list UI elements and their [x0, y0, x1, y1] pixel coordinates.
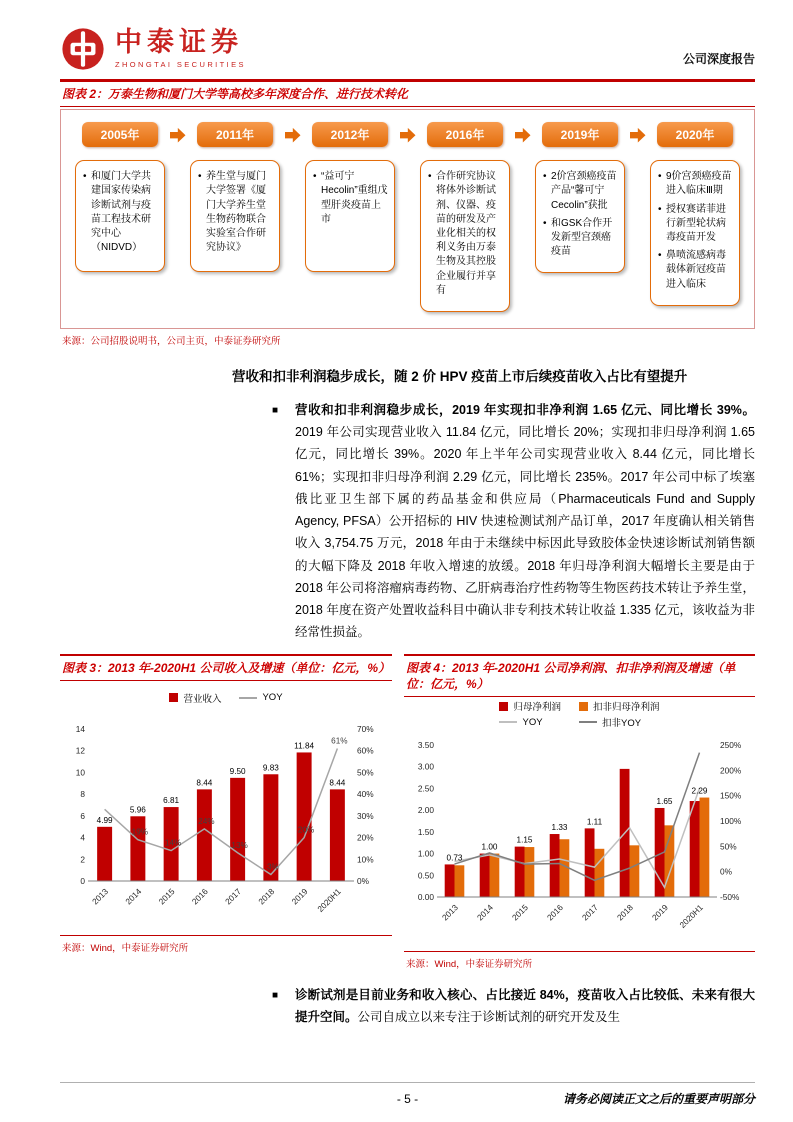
- legend-item: [169, 691, 221, 705]
- timeline-arrow-icon: [170, 127, 186, 143]
- paragraph2-body: 公司自成立以来专注于诊断试剂的研究开发及生: [357, 1010, 621, 1025]
- timeline-event-item: • “益可宁Hecolin”重组戊型肝炎疫苗上市: [313, 170, 389, 227]
- timeline-column: [186, 122, 285, 272]
- timeline-arrow-icon: [515, 127, 531, 143]
- svg-text:2018: 2018: [614, 902, 635, 923]
- svg-text:20%: 20%: [357, 832, 374, 843]
- figure-3: [60, 654, 392, 970]
- legend-label: YOY: [262, 692, 283, 704]
- figure-2: [60, 82, 755, 347]
- svg-text:2.00: 2.00: [417, 805, 434, 816]
- svg-text:0.50: 0.50: [417, 870, 434, 881]
- svg-text:0.00: 0.00: [417, 892, 434, 902]
- section-heading: 营收和扣非利润稳步成长，随 2 价 HPV 疫苗上市后续疫苗收入占比有望提升: [232, 368, 688, 384]
- figure3-title: 图表 3：2013 年-2020H1 公司收入及增速（单位：亿元，%）: [60, 654, 392, 681]
- svg-text:2014: 2014: [123, 886, 144, 907]
- bullet-paragraph-1: [272, 399, 755, 644]
- legend-label: 营业收入: [183, 693, 222, 705]
- timeline-year-badge: 2020年: [657, 122, 733, 147]
- svg-text:8.44: 8.44: [329, 778, 346, 788]
- figure4-title: 图表 4：2013 年-2020H1 公司净利润、扣非净利润及增速（单位：亿元，%）: [404, 654, 755, 697]
- legend-bar-swatch-icon: [169, 693, 178, 702]
- footer: [60, 1082, 755, 1106]
- svg-text:3%: 3%: [266, 862, 279, 872]
- figure3-source: 来源：Wind，中泰证券研究所: [60, 935, 392, 954]
- legend-label: 扣非YOY: [602, 718, 642, 729]
- svg-text:2.29: 2.29: [691, 786, 707, 796]
- timeline-column: [71, 122, 170, 272]
- timeline-column: [646, 122, 745, 306]
- legend-line-swatch-icon: [579, 721, 597, 723]
- svg-text:1.00: 1.00: [417, 848, 434, 859]
- bar-series-group: [444, 769, 709, 897]
- timeline-column: [416, 122, 515, 312]
- svg-text:10: 10: [75, 767, 85, 778]
- svg-text:0: 0: [80, 875, 85, 886]
- svg-text:30%: 30%: [357, 810, 374, 821]
- svg-text:200%: 200%: [719, 765, 741, 776]
- timeline-year-badge: 2005年: [82, 122, 158, 147]
- svg-text:0.73: 0.73: [446, 853, 462, 863]
- legend-item: [579, 699, 660, 713]
- timeline-year-badge: 2016年: [427, 122, 503, 147]
- axis-labels: [76, 724, 374, 914]
- timeline-event-box: [75, 160, 165, 272]
- chart-canvas: [64, 713, 388, 927]
- svg-text:6.81: 6.81: [163, 795, 180, 805]
- svg-text:5.96: 5.96: [129, 805, 146, 815]
- legend-item: [579, 715, 660, 729]
- paragraph1-lead: 营收和扣非利润稳步成长，2019 年实现扣非净利润 1.65 亿元、同比增长 39%。: [295, 402, 755, 417]
- legend-line-swatch-icon: [239, 697, 257, 699]
- page-content: [60, 0, 755, 1029]
- timeline-event-item: • 和GSK合作开发新型宫颈癌疫苗: [543, 217, 619, 260]
- timeline-arrow-icon: [630, 127, 646, 143]
- svg-text:10%: 10%: [357, 854, 374, 865]
- svg-text:2016: 2016: [189, 886, 210, 907]
- svg-text:-50%: -50%: [719, 892, 739, 902]
- figure2-source: 来源：公司招股说明书，公司主页，中泰证券研究所: [62, 335, 281, 347]
- svg-text:19%: 19%: [131, 827, 149, 837]
- timeline-event-box: [305, 160, 395, 272]
- svg-text:12: 12: [75, 745, 85, 756]
- timeline-event-item: • 2价宫颈癌疫苗产品“馨可宁Cecolin”获批: [543, 170, 619, 213]
- header-logo: [60, 26, 246, 72]
- logo-en-text: ZHONGTAI SECURITIES: [115, 59, 246, 69]
- paragraph1-body: 2019 年公司实现营业收入 11.84 亿元，同比增长 20%；实现扣非归母净利润 1.65 亿元，同比增长 39%。2020 年上半年公司实现营业收入 8.44 亿元，同比增长 61%；实现扣非归母净利润 2.29 亿元，同比增长 235%。2017 年公司中标了埃塞俄比亚卫生部下属的药品基金和供应局（Pharmaceuticals Fund and Supply Agency, PFSA）公开招标的 HIV 快速检测试剂产品订单，2017 年度确认相关销售收入 3,754.75 万元，2018 年由于未继续中标因此导致胶体金快速诊断试剂销售额的大幅下降及 2018 年收入增速的放缓。2018 年归母净利润大幅增长主要是由于 2018 年公司将溶瘤病毒药物、乙肝病毒治疗性药物等生物医药技术转让予养生堂，2018 年度在资产处置收益科目中确认非专利技术转让收益 1.335 亿元，该收益为非经常性损益。: [295, 425, 755, 640]
- legend-bar-swatch-icon: [499, 702, 508, 711]
- figure2-body: [60, 109, 755, 329]
- svg-text:2013: 2013: [89, 886, 111, 907]
- svg-text:2019: 2019: [649, 902, 670, 923]
- page-number: - 5 -: [396, 1092, 419, 1106]
- svg-text:8: 8: [80, 788, 85, 799]
- logo-cn-text: 中泰证券: [115, 27, 243, 58]
- header: [60, 0, 755, 72]
- svg-text:8.44: 8.44: [196, 778, 213, 788]
- figure3-chart: [60, 683, 392, 932]
- svg-text:100%: 100%: [719, 816, 741, 826]
- svg-text:2017: 2017: [222, 886, 244, 907]
- svg-text:70%: 70%: [357, 723, 374, 734]
- timeline-event-item: • 授权赛诺菲进行新型轮状病毒疫苗开发: [658, 203, 734, 246]
- svg-text:2015: 2015: [156, 886, 177, 907]
- svg-text:1.50: 1.50: [417, 826, 434, 837]
- chart-legend: [404, 699, 755, 729]
- timeline-event-item: • 合作研究协议将体外诊断试剂、仪器、疫苗的研发及产业化相关的权利义务由万泰生物及其控股企业履行并享有: [428, 170, 504, 298]
- chart-legend: [60, 683, 392, 713]
- legend-item: [499, 715, 561, 729]
- timeline-year-badge: 2012年: [312, 122, 388, 147]
- svg-text:14%: 14%: [164, 838, 182, 848]
- svg-text:2019: 2019: [289, 886, 310, 907]
- svg-text:1.11: 1.11: [586, 817, 602, 827]
- legend-label: 扣非归母净利润: [593, 702, 660, 713]
- svg-text:1.65: 1.65: [656, 796, 672, 806]
- svg-text:11.84: 11.84: [294, 741, 315, 751]
- svg-text:20%: 20%: [297, 825, 315, 835]
- report-type-label: 公司深度报告: [682, 52, 755, 66]
- svg-text:2.50: 2.50: [417, 783, 434, 794]
- footer-disclaimer: 请务必阅读正文之后的重要声明部分: [562, 1092, 755, 1106]
- timeline-arrow-icon: [285, 127, 301, 143]
- legend-item: [499, 699, 561, 713]
- svg-text:1.00: 1.00: [481, 842, 497, 852]
- timeline-event-item: • 和厦门大学共建国家传染病诊断试剂与疫苗工程技术研究中心（NIDVD）: [83, 170, 159, 255]
- svg-text:50%: 50%: [357, 767, 374, 778]
- svg-text:40%: 40%: [357, 788, 374, 799]
- timeline-event-box: [190, 160, 280, 272]
- svg-text:2013: 2013: [439, 902, 460, 923]
- figure4-source: 来源：Wind，中泰证券研究所: [404, 951, 755, 970]
- timeline-column: [531, 122, 630, 273]
- legend-line-swatch-icon: [499, 721, 517, 723]
- svg-text:2020H1: 2020H1: [676, 902, 705, 930]
- svg-text:1.33: 1.33: [551, 823, 567, 833]
- paragraph2-lead: 诊断试剂是目前业务和收入核心、占比接近 84%，疫苗收入占比较低、未来有很大提升空间。: [295, 988, 755, 1025]
- timeline-year-badge: 2011年: [197, 122, 273, 147]
- chart-canvas: [406, 729, 754, 943]
- svg-text:1.15: 1.15: [516, 835, 532, 845]
- timeline-event-item: • 鼻喷流感病毒载体新冠疫苗进入临床: [658, 249, 734, 292]
- svg-text:61%: 61%: [331, 736, 348, 746]
- svg-text:9.83: 9.83: [262, 763, 279, 773]
- figure2-title: 图表 2：万泰生物和厦门大学等高校多年深度合作、进行技术转化: [60, 82, 755, 107]
- bullet-square-icon: ■: [272, 990, 279, 1001]
- svg-text:3.00: 3.00: [417, 761, 434, 772]
- bar-series-group: [97, 752, 345, 881]
- svg-text:14: 14: [75, 723, 85, 734]
- svg-text:6: 6: [80, 810, 85, 821]
- svg-text:2020H1: 2020H1: [315, 886, 343, 914]
- legend-label: 归母净利润: [513, 702, 561, 713]
- svg-text:2018: 2018: [256, 886, 277, 907]
- svg-text:2016: 2016: [544, 902, 565, 923]
- timeline: [65, 122, 750, 312]
- logo-text: [115, 29, 246, 69]
- svg-text:0%: 0%: [719, 866, 732, 877]
- bullet-square-icon: ■: [272, 404, 279, 416]
- legend-item: [239, 691, 282, 705]
- timeline-year-badge: 2019年: [542, 122, 618, 147]
- svg-text:3.50: 3.50: [417, 740, 434, 750]
- legend-label: YOY: [522, 716, 543, 728]
- svg-text:150%: 150%: [719, 790, 741, 801]
- legend-bar-swatch-icon: [579, 702, 588, 711]
- timeline-event-item: • 养生堂与厦门大学签署《厦门大学养生堂生物药物联合实验室合作研究协议》: [198, 170, 274, 255]
- timeline-event-item: • 9价宫颈癌疫苗进入临床Ⅲ期: [658, 170, 734, 198]
- svg-text:2015: 2015: [509, 902, 530, 923]
- svg-text:24%: 24%: [198, 816, 215, 826]
- figure-4: [404, 654, 755, 970]
- timeline-arrow-icon: [400, 127, 416, 143]
- logo-emblem-icon: [60, 26, 106, 72]
- svg-text:60%: 60%: [357, 745, 374, 756]
- timeline-event-box: [420, 160, 510, 312]
- svg-text:250%: 250%: [719, 740, 741, 750]
- bullet-paragraph-2: [272, 984, 755, 1029]
- svg-text:0%: 0%: [357, 875, 369, 886]
- svg-text:2: 2: [80, 854, 85, 865]
- timeline-event-box: [535, 160, 625, 273]
- timeline-column: [301, 122, 400, 272]
- svg-text:13%: 13%: [231, 840, 248, 850]
- charts-row: [60, 654, 755, 970]
- figure4-chart: [404, 699, 755, 948]
- timeline-event-box: [650, 160, 740, 306]
- svg-text:2017: 2017: [579, 902, 600, 923]
- svg-text:4.99: 4.99: [96, 815, 113, 825]
- svg-text:50%: 50%: [719, 841, 737, 852]
- svg-text:2014: 2014: [474, 902, 495, 923]
- svg-text:9.50: 9.50: [229, 766, 246, 776]
- svg-text:4: 4: [80, 832, 85, 843]
